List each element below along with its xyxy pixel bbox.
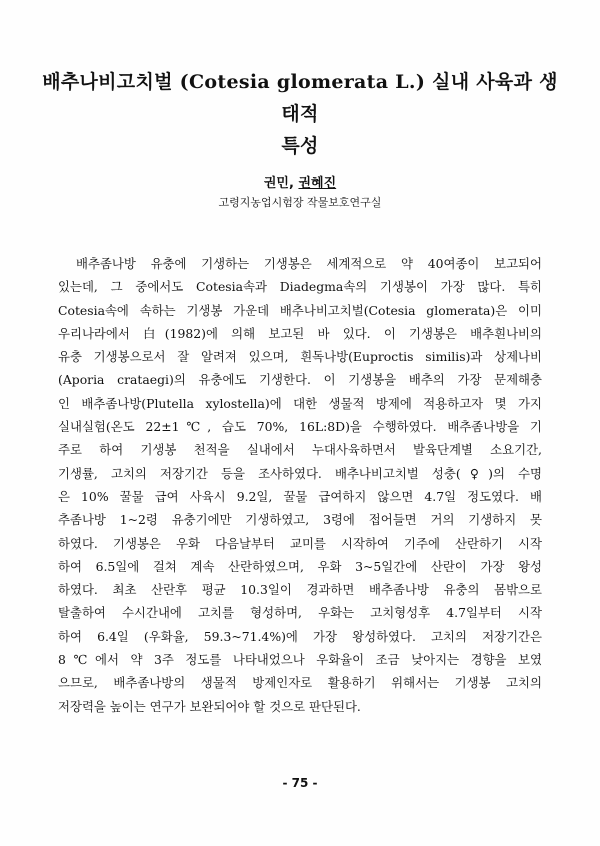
abstract-line: 기생률, 고치의 저장기간 등을 조사하였다. 배추나비고치벌 성충(♀)의 수명 xyxy=(58,465,542,481)
abstract-line: 8℃에서 약 3주 정도를 나타내었으나 우화율이 조금 낮아지는 경향을 보였 xyxy=(58,652,542,668)
abstract-line: 주로 하여 기생봉 천적을 실내에서 누대사육하면서 발육단계별 소요기간, xyxy=(58,442,542,458)
abstract-line: 하여 6.5일에 걸쳐 계속 산란하였으며, 우화 3~5일간에 산란이 가장 왕성 xyxy=(58,558,542,574)
abstract-line: Cotesia속에 속하는 기생봉 가운데 배추나비고치벌(Cotesia glomerata)은 이미 xyxy=(58,302,542,318)
page-number: - 75 - xyxy=(282,776,318,790)
abstract-line: 하여 6.4일 (우화율, 59.3~71.4%)에 가장 왕성하였다. 고치의 저장기간은 xyxy=(58,628,542,644)
affiliation: 고령지농업시험장 작물보호연구실 xyxy=(218,196,382,209)
author-first: 권민 xyxy=(263,176,289,191)
abstract-line: 유충 기생봉으로서 잘 알려져 있으며, 흰독나방(Euproctis similis)과 상제나비 xyxy=(58,349,542,365)
author-separator: , xyxy=(288,176,299,191)
abstract-line: 인 배추좀나방(Plutella xylostella)에 대한 생물적 방제에 적용하고자 몇 가지 xyxy=(58,395,542,411)
title-line-1: 배추나비고치벌 (Cotesia glomerata L.) 실내 사육과 생태적 xyxy=(42,71,558,125)
abstract-line: 하였다. 기생봉은 우화 다음날부터 교미를 시작하여 기주에 산란하기 시작 xyxy=(58,535,542,551)
abstract-body xyxy=(58,252,542,718)
abstract-line: 하였다. 최초 산란후 평균 10.3일이 경과하면 배추좀나방 유충의 몸밖으로 xyxy=(58,582,542,598)
abstract-line: 탈출하여 수시간내에 고치를 형성하며, 우화는 고치형성후 4.7일부터 시작 xyxy=(58,605,542,621)
abstract-line: (Aporia crataegi)의 유충에도 기생한다. 이 기생봉을 배추의 가장 문제해충 xyxy=(58,372,542,388)
paper-title xyxy=(40,66,560,162)
author-list xyxy=(0,172,600,191)
abstract-line: 은 10% 꿀물 급여 사육시 9.2일, 꿀물 급여하지 않으면 4.7일 정도였다. 배 xyxy=(58,488,542,504)
abstract-line: 배추좀나방 유충에 기생하는 기생봉은 세계적으로 약 40여종이 보고되어 xyxy=(76,256,542,271)
abstract-line: 있는데, 그 중에서도 Cotesia속과 Diadegma속의 기생봉이 가장 많다. 특히 xyxy=(58,279,542,295)
abstract-line: 우리나라에서 白(1982)에 의해 보고된 바 있다. 이 기생봉은 배추흰나비의 xyxy=(58,325,542,341)
abstract-line: 으므로, 배추좀나방의 생물적 방제인자로 활용하기 위해서는 기생봉 고치의 xyxy=(58,675,542,691)
abstract-line: 실내실험(온도 22±1℃, 습도 70%, 16L:8D)을 수행하였다. 배추좀나방을 기 xyxy=(58,419,542,435)
author-presenter: 권혜진 xyxy=(298,176,337,191)
title-line-2: 특성 xyxy=(281,135,319,157)
abstract-line: 저장력을 높이는 연구가 보완되어야 할 것으로 판단된다. xyxy=(58,698,361,714)
abstract-line: 추좀나방 1~2령 유충기에만 기생하였고, 3령에 접어들면 거의 기생하지 못 xyxy=(58,512,542,528)
